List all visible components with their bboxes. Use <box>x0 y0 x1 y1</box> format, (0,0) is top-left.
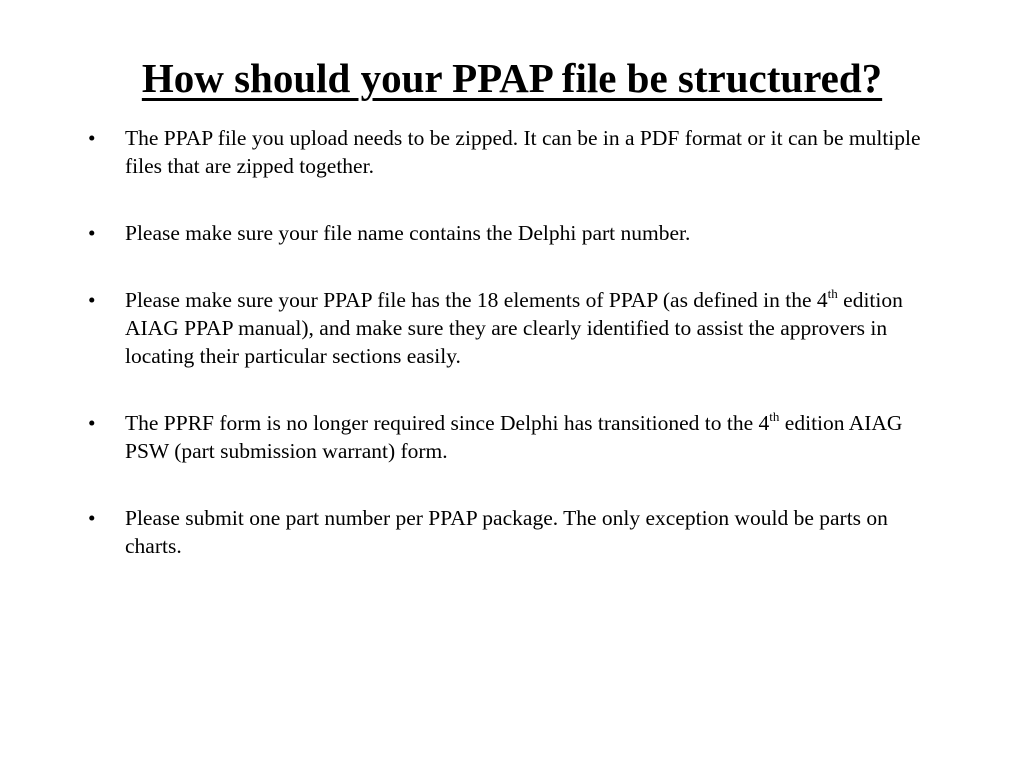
bullet-icon: • <box>88 506 96 530</box>
bullet-icon: • <box>88 288 96 312</box>
bullet-item-zip-requirement <box>88 124 938 180</box>
slide-title: How should your PPAP file be structured? <box>141 55 883 101</box>
bullet-icon: • <box>88 411 96 435</box>
bullet-text: The PPAP file you upload needs to be zipped. It can be in a PDF format or it can be multiple files that are zipped together. <box>125 126 921 178</box>
bullet-text <box>125 408 903 463</box>
bullet-item-one-part-number <box>88 504 938 560</box>
ordinal-suffix: th <box>827 285 838 301</box>
bullet-item-pprf-form <box>88 409 938 465</box>
bullet-text-end: edition AIAG PPAP manual), and make sure they are clearly identified to assist the approvers in locating their particular sections easily. <box>125 288 903 368</box>
bullet-text-end: edition AIAG PSW (part submission warrant) form. <box>125 411 903 463</box>
bullet-text-start: The PPRF form is no longer required since Delphi has transitioned to the 4 <box>125 411 770 435</box>
bullet-text: Please submit one part number per PPAP package. The only exception would be parts on charts. <box>125 506 888 558</box>
bullet-list <box>88 124 938 599</box>
bullet-icon: • <box>88 126 96 150</box>
bullet-item-ppap-elements <box>88 286 938 370</box>
bullet-text-start: Please make sure your PPAP file has the 18 elements of PPAP (as defined in the 4 <box>125 288 828 312</box>
bullet-text: Please make sure your file name contains the Delphi part number. <box>125 221 691 245</box>
bullet-icon: • <box>88 221 96 245</box>
bullet-text <box>125 285 903 368</box>
ordinal-suffix: th <box>769 408 780 424</box>
bullet-item-file-name <box>88 219 938 247</box>
